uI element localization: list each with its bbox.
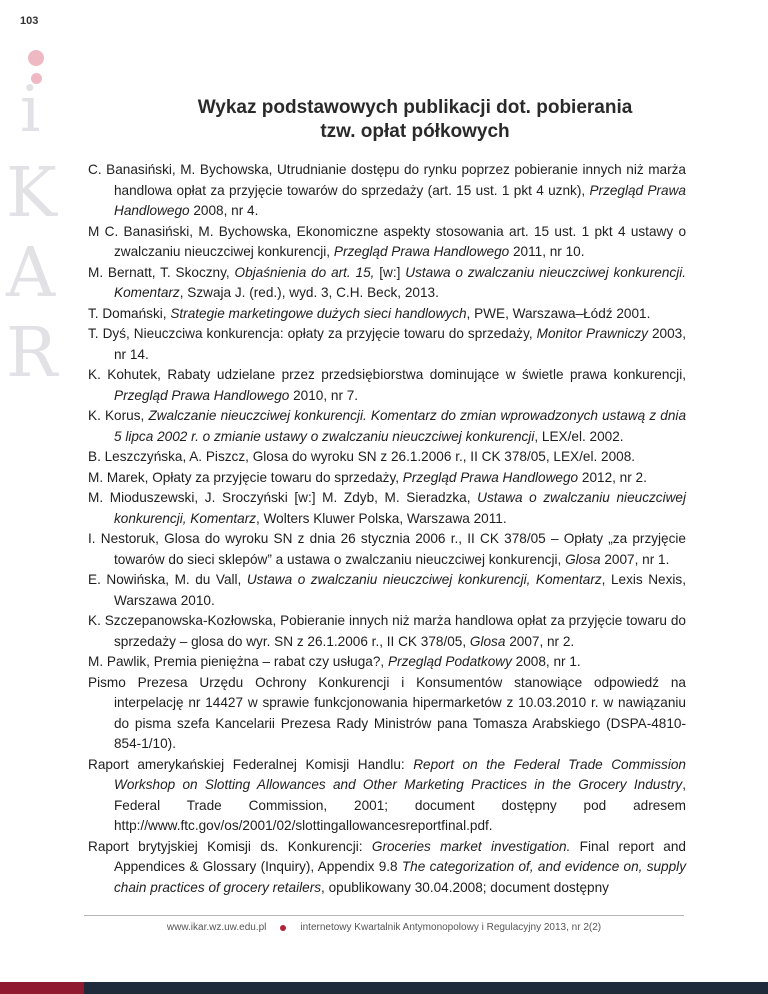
logo-letter-r: R xyxy=(6,314,58,393)
bottom-bar xyxy=(84,982,768,994)
entry-text: , Szwaja J. (red.), wyd. 3, C.H. Beck, 2013. xyxy=(179,285,439,300)
entry-text: , Federal Trade Commission, 2001; document dostępny pod adresem http://www.ftc.gov/os/2001/02/slottingallowancesreportfinal.pdf. xyxy=(114,777,686,833)
entry-text: M. Marek, Opłaty za przyjęcie towaru do sprzedaży, xyxy=(88,469,403,485)
footer-bullet-icon xyxy=(280,925,286,931)
entry-text: K. Szczepanowska-Kozłowska, Pobieranie innych niż marża handlowa opłat za przyjęcie towaru do sprzedaży – glosa do wyr. SN z 26.1.2006 r., II CK 378/05, xyxy=(88,613,686,649)
bibliography-entry xyxy=(88,468,686,489)
entry-text: , Lexis Nexis, Warszawa 2010. xyxy=(114,572,686,608)
bibliography-entry xyxy=(88,406,686,447)
bibliography-entry xyxy=(88,529,686,570)
entry-text: M C. Banasiński, M. Bychowska, Ekonomiczne aspekty stosowania art. 15 ust. 1 pkt 4 ustawy o zwalczaniu nieuczciwej konkurencji, xyxy=(88,223,686,259)
entry-text: , opublikowany 30.04.2008; document dostępny xyxy=(321,879,609,895)
bibliography-entry xyxy=(88,324,686,365)
footer-url: www.ikar.wz.uw.edu.pl xyxy=(166,922,267,933)
bibliography-entry xyxy=(88,263,686,304)
entry-text: K. Kohutek, Rabaty udzielane przez przedsiębiorstwa dominujące w świetle prawa konkurencji, xyxy=(88,367,686,382)
entry-text: Raport brytyjskiej Komisji ds. Konkurencji: xyxy=(88,838,372,854)
entry-text: C. Banasiński, M. Bychowska, Utrudnianie dostępu do rynku poprzez pobieranie innych niż marża handlowa opłat za przyjęcie towarów do sprzedaży (art. 15 ust. 1 pkt 4 uznk), xyxy=(88,162,686,198)
entry-title-italic: The categorization of, and evidence on, supply chain practices of grocery retailers xyxy=(114,859,686,895)
bibliography-entry xyxy=(88,160,686,222)
title-line: tzw. opłat półkowych xyxy=(320,121,510,142)
bibliography-entry xyxy=(88,365,686,406)
entry-text: 2003, nr 14. xyxy=(114,326,687,362)
entry-title-italic: Groceries market investigation. xyxy=(371,838,571,854)
entry-text: , LEX/el. 2002. xyxy=(534,428,624,444)
bibliography-entry xyxy=(88,673,686,755)
logo-dot xyxy=(28,50,44,66)
entry-text: , PWE, Warszawa–Łódź 2001. xyxy=(466,305,651,321)
entry-title-italic: Objaśnienia do art. 15, xyxy=(234,264,375,280)
entry-title-italic: Przegląd Prawa Handlowego xyxy=(333,244,510,259)
bibliography-entry xyxy=(88,652,686,673)
footer-journal: internetowy Kwartalnik Antymonopolowy i Regulacyjny 2013, nr 2(2) xyxy=(300,922,602,933)
entry-title-italic: Glosa xyxy=(565,551,601,567)
bibliography-list xyxy=(88,160,686,898)
entry-text: Raport amerykańskiej Federalnej Komisji Handlu: xyxy=(88,756,414,772)
entry-text: M. Bernatt, T. Skoczny, xyxy=(88,264,235,280)
logo-letter-a: A xyxy=(6,234,56,313)
footer xyxy=(84,922,684,933)
entry-text: E. Nowińska, M. du Vall, xyxy=(88,572,247,587)
bibliography-entry xyxy=(88,304,686,325)
entry-text: M. Mioduszewski, J. Sroczyński [w:] M. Zdyb, M. Sieradzka, xyxy=(88,490,478,505)
entry-text: Final report and Appendices & Glossary (Inquiry), Appendix 9.8 xyxy=(114,838,686,874)
entry-text: T. Domański, xyxy=(88,305,171,321)
bibliography-entry xyxy=(88,447,686,468)
entry-text: 2007, nr 2. xyxy=(505,633,575,649)
page-number: 103 xyxy=(20,15,39,27)
entry-title-italic: Przegląd Prawa Handlowego xyxy=(114,182,686,218)
bibliography-entry xyxy=(88,570,686,611)
entry-title-italic: Ustawa o zwalczaniu nieuczciwej konkurencji, Komentarz xyxy=(246,572,602,587)
entry-title-italic: Zwalczanie nieuczciwej konkurencji. Komentarz do zmian wprowadzonych ustawą z dnia 5 lipca 2002 r. o zmianie ustawy o zwalczaniu nieuczciwej konkurencji xyxy=(114,408,686,444)
logo-letter-i: i xyxy=(20,73,41,147)
bibliography-entry xyxy=(88,611,686,652)
bottom-bar-accent xyxy=(0,982,84,994)
bibliography-entry xyxy=(88,222,686,263)
entry-title-italic: Przegląd Prawa Handlowego xyxy=(114,387,290,403)
entry-text: 2008, nr 4. xyxy=(189,203,259,218)
entry-text: 2008, nr 1. xyxy=(511,654,581,669)
entry-title-italic: Monitor Prawniczy xyxy=(536,326,648,341)
bibliography-entry xyxy=(88,755,686,837)
title-line: Wykaz podstawowych publikacji dot. pobierania xyxy=(197,97,633,118)
entry-title-italic: Przegląd Podatkowy xyxy=(387,654,512,669)
entry-title-italic: Przegląd Prawa Handlowego xyxy=(402,469,579,485)
entry-text: 2012, nr 2. xyxy=(578,469,647,485)
entry-title-italic: Ustawa o zwalczaniu nieuczciwej konkurencji, Komentarz xyxy=(114,490,686,526)
bibliography-entry xyxy=(88,837,686,899)
entry-title-italic: Strategie marketingowe dużych sieci handlowych xyxy=(170,305,467,321)
entry-text: 2011, nr 10. xyxy=(509,244,585,259)
entry-text: 2007, nr 1. xyxy=(600,551,670,567)
entry-text: 2010, nr 7. xyxy=(289,387,359,403)
entry-text: , Wolters Kluwer Polska, Warszawa 2011. xyxy=(256,510,507,526)
entry-title-italic: Ustawa o zwalczaniu nieuczciwej konkurencji. Komentarz xyxy=(114,264,687,300)
entry-title-italic: Glosa xyxy=(469,633,506,649)
entry-text: T. Dyś, Nieuczciwa konkurencja: opłaty za przyjęcie towaru do sprzedaży, xyxy=(88,326,537,341)
logo-letter-k: K xyxy=(6,154,57,233)
entry-text: B. Leszczyńska, A. Piszcz, Glosa do wyroku SN z 26.1.2006 r., II CK 378/05, LEX/el. 2008. xyxy=(88,449,636,464)
footer-divider xyxy=(84,915,684,916)
entry-title-italic: Report on the Federal Trade Commission Workshop on Slotting Allowances and Other Marketing Practices in the Grocery Industry xyxy=(114,756,686,792)
entry-text: [w:] xyxy=(374,264,406,280)
entry-text: K. Korus, xyxy=(88,408,149,423)
entry-text: Pismo Prezesa Urzędu Ochrony Konkurencji i Konsumentów stanowiące odpowiedź na interpelację nr 14427 w sprawie funkcjonowania hipermarketów z 10.03.2010 r. w nawiązaniu do pisma szefa Kancelarii Prezesa Rady Ministrów pana Tomasza Arabskiego (DSPA-4810-854-1/10). xyxy=(88,674,686,751)
page-title xyxy=(90,96,740,144)
entry-text: I. Nestoruk, Glosa do wyroku SN z dnia 26 stycznia 2006 r., II CK 378/05 – Opłaty „za przyjęcie towarów do sieci sklepów” a ustawa o zwalczaniu nieuczciwej konkurencji, xyxy=(88,531,686,567)
bibliography-entry xyxy=(88,488,686,529)
entry-text: M. Pawlik, Premia pieniężna – rabat czy usługa?, xyxy=(88,654,388,669)
